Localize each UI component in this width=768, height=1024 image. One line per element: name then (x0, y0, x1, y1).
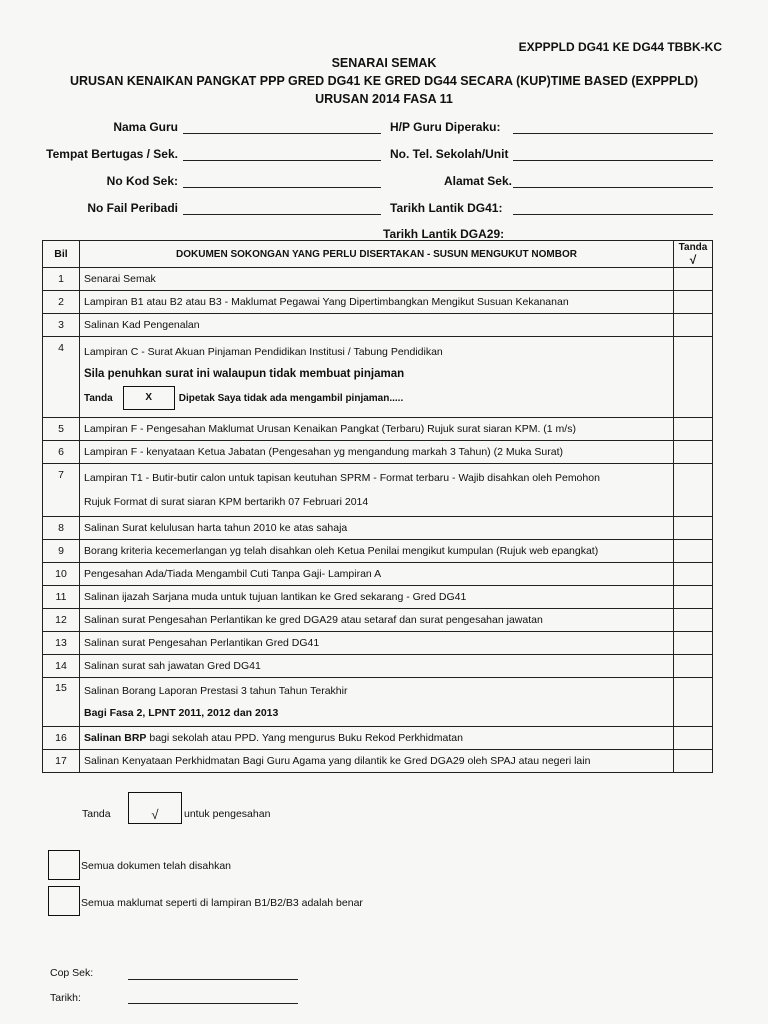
title-urusan: URUSAN KENAIKAN PANGKAT PPP GRED DG41 KE GRED DG44 SECARA (KUP)TIME BASED (EXPPPLD) (69, 74, 699, 88)
lampiran-c-note: Sila penuhkan surat ini walaupun tidak membuat pinjaman (84, 368, 405, 380)
tanda-cell[interactable] (674, 337, 713, 418)
table-row: 4 Lampiran C - Surat Akuan Pinjaman Pendidikan Institusi / Tabung Pendidikan Sila penuhkan surat ini walaupun tidak membuat pinjaman Tanda X Dipetak Saya tidak ada mengambil pinjaman..... (43, 337, 713, 418)
table-row: 8 Salinan Surat kelulusan harta tahun 2010 ke atas sahaja (43, 517, 713, 540)
header-tanda-label: Tanda (678, 241, 708, 253)
label-tempat: Tempat Bertugas / Sek. (46, 147, 178, 161)
tanda-cell[interactable] (674, 655, 713, 678)
table-row: 13 Salinan surat Pengesahan Perlantikan Gred DG41 (43, 632, 713, 655)
table-row: 2 Lampiran B1 atau B2 atau B3 - Maklumat Pegawai Yang Dipertimbangkan Mengikut Susuan Kekananan (43, 291, 713, 314)
input-hp-guru[interactable] (513, 133, 713, 134)
label-tarikh: Tarikh: (50, 992, 81, 1004)
tanda-cell[interactable] (674, 540, 713, 563)
tanda-cell[interactable] (674, 586, 713, 609)
table-row: 16 Salinan BRP bagi sekolah atau PPD. Yang mengurus Buku Rekod Perkhidmatan (43, 727, 713, 750)
input-no-tel[interactable] (513, 160, 713, 161)
footer-tanda-label: Tanda (82, 808, 111, 820)
table-row: 14 Salinan surat sah jawatan Gred DG41 (43, 655, 713, 678)
label-no-tel: No. Tel. Sekolah/Unit (390, 147, 509, 161)
checkbox-dokumen-disahkan[interactable] (48, 850, 80, 880)
label-no-fail: No Fail Peribadi (87, 201, 178, 215)
input-tempat[interactable] (183, 160, 381, 161)
pinjaman-text: Dipetak Saya tidak ada mengambil pinjaman..... (178, 393, 404, 404)
table-row: 5 Lampiran F - Pengesahan Maklumat Urusan Kenaikan Pangkat (Terbaru) Rujuk surat siaran KPM. (1 m/s) (43, 418, 713, 441)
table-row: 3 Salinan Kad Pengenalan (43, 314, 713, 337)
label-tarikh-dga29: Tarikh Lantik DGA29: (383, 227, 505, 241)
table-row: 11 Salinan ijazah Sarjana muda untuk tujuan lantikan ke Gred sekarang - Gred DG41 (43, 586, 713, 609)
tanda-cell[interactable] (674, 418, 713, 441)
table-header-row (43, 241, 713, 268)
tanda-cell[interactable] (674, 678, 713, 727)
table-row: 10 Pengesahan Ada/Tiada Mengambil Cuti Tanpa Gaji- Lampiran A (43, 563, 713, 586)
table-row: 7 Lampiran T1 - Butir-butir calon untuk tapisan keutuhan SPRM - Format terbaru - Wajib disahkan oleh Pemohon Rujuk Format di surat siaran KPM bertarikh 07 Februari 2014 (43, 464, 713, 517)
tanda-cell[interactable] (674, 632, 713, 655)
tanda-cell[interactable] (674, 291, 713, 314)
footer-untuk-pengesahan: untuk pengesahan (184, 808, 271, 820)
document-code: EXPPPLD DG41 KE DG44 TBBK-KC (518, 40, 722, 54)
input-alamat[interactable] (513, 187, 713, 188)
tanda-cell[interactable] (674, 727, 713, 750)
title-fasa: URUSAN 2014 FASA 11 (315, 92, 453, 106)
input-nama-guru[interactable] (183, 133, 381, 134)
checkmark-icon: √ (151, 807, 159, 822)
tanda-cell[interactable] (674, 563, 713, 586)
header-dokumen: DOKUMEN SOKONGAN YANG PERLU DISERTAKAN - SUSUN MENGUKUT NOMBOR (80, 241, 674, 268)
tanda-cell[interactable] (674, 609, 713, 632)
label-nama-guru: Nama Guru (113, 120, 178, 134)
title-senarai-semak: SENARAI SEMAK (331, 56, 437, 70)
tanda-cell[interactable] (674, 750, 713, 773)
tanda-cell[interactable] (674, 268, 713, 291)
tanda-cell[interactable] (674, 441, 713, 464)
tanda-cell[interactable] (674, 464, 713, 517)
table-row: 15 Salinan Borang Laporan Prestasi 3 tahun Tahun Terakhir Bagi Fasa 2, LPNT 2011, 2012 dan 2013 (43, 678, 713, 727)
input-no-kod[interactable] (183, 187, 381, 188)
label-dokumen-disahkan: Semua dokumen telah disahkan (81, 860, 232, 872)
x-mark-box[interactable]: X (123, 386, 175, 410)
table-row: 9 Borang kriteria kecemerlangan yg telah disahkan oleh Ketua Penilai mengikut kumpulan (Rujuk web epangkat) (43, 540, 713, 563)
label-cop-sek: Cop Sek: (50, 967, 94, 979)
header-bil: Bil (43, 241, 80, 268)
tanda-cell[interactable] (674, 517, 713, 540)
input-tarikh[interactable] (128, 1003, 298, 1004)
checkmark-icon: √ (689, 252, 697, 267)
label-maklumat-benar: Semua maklumat seperti di lampiran B1/B2/B3 adalah benar (81, 897, 363, 909)
label-alamat: Alamat Sek. (443, 174, 512, 188)
label-hp-guru: H/P Guru Diperaku: (390, 120, 501, 134)
table-row: 1 Senarai Semak (43, 268, 713, 291)
footer-check-box[interactable] (128, 792, 182, 824)
header-tanda (674, 241, 713, 268)
input-cop-sek[interactable] (128, 979, 298, 980)
input-tarikh-dg41[interactable] (513, 214, 713, 215)
tanda-cell[interactable] (674, 314, 713, 337)
table-row: 17 Salinan Kenyataan Perkhidmatan Bagi Guru Agama yang dilantik ke Gred DGA29 oleh SPAJ atau negeri lain (43, 750, 713, 773)
label-no-kod: No Kod Sek: (106, 174, 178, 188)
table-row: 6 Lampiran F - kenyataan Ketua Jabatan (Pengesahan yg mengandung markah 3 Tahun) (2 Muka Surat) (43, 441, 713, 464)
checkbox-maklumat-benar[interactable] (48, 886, 80, 916)
input-no-fail[interactable] (183, 214, 381, 215)
label-tarikh-dg41: Tarikh Lantik DG41: (390, 201, 503, 215)
table-row: 12 Salinan surat Pengesahan Perlantikan ke gred DGA29 atau setaraf dan surat pengesahan jawatan (43, 609, 713, 632)
document-checklist-table (42, 240, 713, 773)
tanda-label: Tanda (84, 393, 113, 404)
